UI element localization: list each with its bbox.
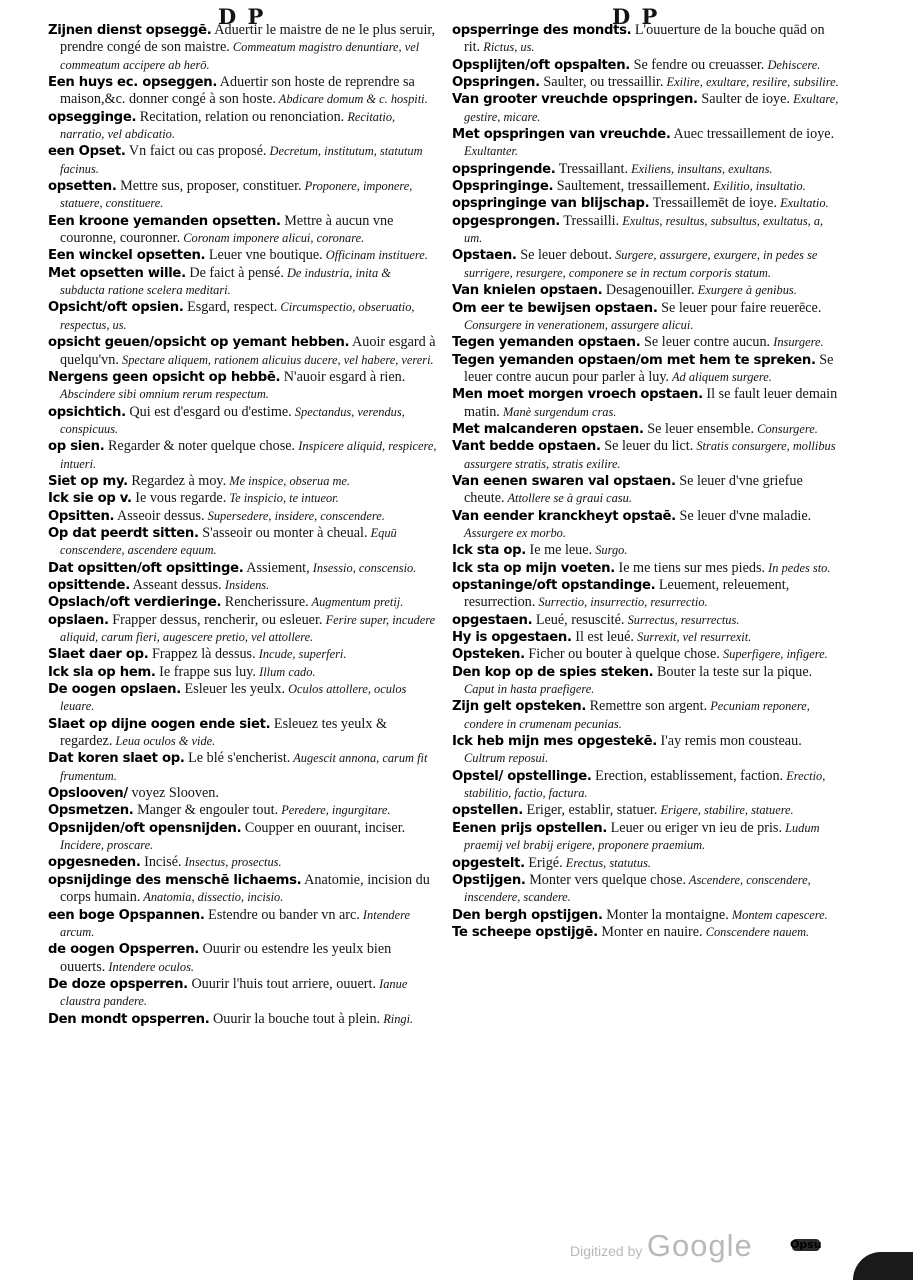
entry-latin: Exultanter. [464,144,519,159]
entry-french: Anatomie, incision du corps humain. [60,871,430,906]
dictionary-entry [48,646,438,663]
entry-headword: opsegginge. [48,109,137,125]
dictionary-entry [48,612,438,647]
dictionary-entry [48,1011,438,1028]
entry-headword: opstaninge/oft opstandinge. [452,578,656,593]
entry-latin: Surrectio, insurrectio, resurrectio. [535,595,708,610]
entry-headword: opsnijdinge des menschē lichaems. [48,872,302,888]
dictionary-entry [48,438,438,473]
entry-headword: Met opspringen van vreuchde. [452,127,671,143]
dictionary-entry [452,733,844,768]
entry-latin: Exultare, gestire, micare. [464,92,839,124]
entry-french: Esleuez tes yeulx & regardez. [60,715,387,750]
entry-latin: Exiliens, insultans, exultans. [628,161,773,176]
dictionary-entry [452,508,844,543]
running-header-left: D P [218,4,266,29]
dictionary-entry [48,941,438,976]
entry-french: I'ay remis mon cousteau. [656,733,802,750]
entry-latin: Abdicare domum & c. hospiti. [275,92,428,107]
digitized-by-text: Digitized by [570,1243,643,1259]
entry-headword: Vant bedde opstaen. [452,439,601,455]
dictionary-entry [452,57,844,74]
entry-latin: Dehiscere. [764,57,821,72]
dictionary-entry [452,646,844,663]
entry-headword: Slaet daer op. [48,647,149,663]
dictionary-entry [48,369,438,404]
entry-french: Il est leué. [571,629,634,646]
dictionary-entry [48,109,438,144]
entry-french: Auec tressaillement de ioye. [670,126,835,143]
entry-headword: De oogen opslaen. [48,682,181,698]
entry-headword: op sien. [48,439,105,455]
entry-french: Tressailli. [560,212,620,229]
entry-latin: In pedes sto. [765,560,831,575]
entry-headword: Siet op my. [48,473,128,489]
entry-headword: Ick heb mijn mes opgestekē. [452,734,657,750]
entry-headword: Opspringen. [452,75,540,91]
entry-headword: Zijnen dienst opseggē. [48,23,212,38]
entry-french: Esleuer les yeulx. [180,681,285,698]
entry-french: N'auoir esgard à rien. [280,368,406,385]
entry-french: Manger & engouler tout. [133,802,279,819]
dictionary-entry [48,750,438,785]
dictionary-entry [48,334,438,369]
entry-latin: Commeatum magistro denuntiare, vel commeatum accipere ab herō. [60,40,420,72]
entry-latin: Anatomia, dissectio, incisio. [140,890,284,905]
dictionary-entry [452,768,844,803]
dictionary-entry [48,247,438,264]
dictionary-entry [48,473,438,490]
entry-headword: Men moet morgen vroech opstaen. [452,387,703,403]
entry-latin: Surrexit, vel resurrexit. [633,630,752,645]
dictionary-entry [48,854,438,871]
dictionary-entry [48,872,438,907]
entry-french: Se leuer debout. [516,247,612,264]
dictionary-entry [48,265,438,300]
entry-latin: Decretum, institutum, statutum facinus. [60,144,423,176]
running-header-right: D P [612,4,660,29]
dictionary-entry [48,508,438,525]
dictionary-entry [48,976,438,1011]
dictionary-entry [452,855,844,872]
entry-french: Leué, resuscité. [532,611,625,628]
entry-latin: Ianue claustra pandere. [60,976,408,1009]
entry-latin: Cultrum reposui. [464,751,549,766]
entry-headword: opsittende. [48,577,130,593]
entry-latin: Equū conscendere, ascendere equum. [60,525,397,558]
dictionary-entry [452,421,844,438]
entry-latin: Ad aliquem surgere. [669,369,772,384]
entry-headword: Opstel/ opstellinge. [452,768,592,784]
entry-latin: Supersedere, insidere, conscendere. [204,508,385,523]
dictionary-entry [48,664,438,681]
entry-headword: opsetten. [48,179,117,195]
entry-headword: Opspringinge. [452,179,554,195]
entry-french: L'ouuerture de la bouche quād on rit. [464,22,825,56]
entry-headword: Een kroone yemanden opsetten. [48,213,281,229]
entry-latin: Ludum praemij vel brabij erigere, proponere praemium. [464,820,820,853]
entry-headword: Een winckel opsetten. [48,248,206,264]
entry-french: Incisé. [140,854,182,871]
entry-latin: Inspicere aliquid, respicere, intueri. [60,439,437,471]
entry-headword: opgestaen. [452,612,533,628]
entry-french: voyez Slooven. [127,785,219,802]
entry-headword: De doze opsperren. [48,976,188,992]
entry-headword: Ick sla op hem. [48,664,156,680]
entry-headword: een Opset. [48,144,126,160]
dictionary-entry [452,161,844,178]
entry-french: Monter vers quelque chose. [525,871,686,888]
entry-latin: Erectio, stabilitio, factio, factura. [464,768,826,801]
entry-headword: Van grooter vreuchde opspringen. [452,92,698,108]
entry-french: Monter en nauire. [597,923,703,940]
entry-latin: Insidens. [221,577,270,592]
dictionary-entry [452,195,844,212]
digitization-watermark [570,1228,753,1264]
entry-latin: Officinam instituere. [322,248,428,263]
entry-headword: opgesprongen. [452,213,561,229]
entry-latin: Surgere, assurgere, exurgere, in pedes se surrigere, resurgere, componere se in rectum corporis statum. [464,248,818,280]
entry-latin: Superfigere, infigere. [719,647,828,662]
entry-headword: Om eer te bewijsen opstaen. [452,300,658,316]
dictionary-entry [452,542,844,559]
entry-headword: de oogen Opsperren. [48,942,199,958]
left-column [48,22,438,1028]
entry-latin: Attollere se à graui casu. [504,491,632,506]
dictionary-entry [48,594,438,611]
entry-latin: Exurgere à genibus. [694,283,797,298]
entry-latin: Abscindere sibi omnium rerum respectum. [60,387,269,402]
entry-french: Vn faict ou cas proposé. [125,143,267,160]
dictionary-entry [48,820,438,855]
entry-latin: Coronam imponere alicui, coronare. [180,231,365,246]
entry-headword: Opsmetzen. [48,803,134,819]
dictionary-entry [452,213,844,248]
dictionary-entry [452,126,844,161]
dictionary-entry [48,907,438,942]
entry-french: Auoir esgard à quelqu'vn. [60,334,436,368]
entry-french: Mettre sus, proposer, constituer. [116,178,302,195]
entry-headword: Opsplijten/oft opspalten. [452,57,631,73]
entry-headword: Opslach/oft verdieringe. [48,595,222,611]
entry-headword: opsichtich. [48,404,126,420]
entry-french: Rencherissure. [221,594,309,611]
entry-latin: Oculos attollere, oculos leuare. [60,682,407,714]
entry-french: Estendre ou bander vn arc. [204,906,360,923]
entry-headword: Nergens geen opsicht op hebbē. [48,369,281,385]
entry-headword: Van eenen swaren val opstaen. [452,473,676,489]
entry-headword: Eenen prijs opstellen. [452,820,608,836]
entry-latin: Rictus, us. [480,40,535,55]
entry-french: Se fendre ou creuasser. [630,56,765,73]
entry-headword: Tegen yemanden opstaen/om met hem te spreken. [452,352,816,368]
entry-headword: Met malcanderen opstaen. [452,421,644,437]
dictionary-entry [48,143,438,178]
entry-headword: Een huys ec. opseggen. [48,75,218,90]
entry-french: Se leuer du lict. [600,438,694,455]
entry-french: Se leuer pour faire reuerēce. [657,299,822,316]
entry-french: Mettre à aucun vne couronne, couronner. [60,212,394,247]
entry-french: Ouurir ou estendre les yeulx bien ouuerts. [60,941,392,975]
entry-french: Ficher ou bouter à quelque chose. [524,646,720,663]
entry-headword: Zijn gelt opsteken. [452,699,587,715]
entry-headword: opgestelt. [452,855,525,871]
entry-french: Leuer ou eriger vn ieu de pris. [607,819,782,836]
entry-french: Ie frappe sus luy. [155,663,256,680]
entry-french: Esgard, respect. [183,299,278,316]
entry-french: Ie me leue. [525,542,593,559]
entry-latin: Circumspectio, obseruatio, respectus, us. [60,300,415,332]
entry-french: Ie me tiens sur mes pieds. [614,559,766,576]
entry-latin: De industria, inita & subducta ratione scelera meditari. [60,265,391,298]
entry-latin: Me inspice, obserua me. [226,473,351,488]
dictionary-entry [452,612,844,629]
dictionary-entry [48,681,438,716]
entry-french: Remettre son argent. [586,698,708,715]
entry-french: Ouurir l'huis tout arriere, ouuert. [187,975,377,992]
entry-latin: Augescit annona, carum fit frumentum. [60,751,428,783]
entry-latin: Ferire super, incudere aliquid, carum fieri, augescere pretio, vel attollere. [60,612,436,644]
entry-latin: Erectus, statutus. [562,855,651,870]
entry-headword: Opsicht/oft opsien. [48,300,184,316]
dictionary-entry [452,91,844,126]
dictionary-entry [452,577,844,612]
entry-headword: opspringende. [452,161,556,177]
dictionary-entry [48,716,438,751]
entry-headword: Ick sta op mijn voeten. [452,560,615,576]
dictionary-entry [452,178,844,195]
entry-french: Ouurir la bouche tout à plein. [209,1010,381,1027]
entry-headword: opsperringe des mondts. [452,23,632,38]
dictionary-entry [452,22,844,57]
entry-latin: Stratis consurgere, mollibus assurgere stratis, stratis exilire. [464,439,836,471]
dictionary-entry [48,22,438,74]
entry-headword: Opstaen. [452,248,517,264]
entry-latin: Proponere, imponere, statuere, constituere. [60,179,413,211]
entry-latin: Spectandus, verendus, conspicuus. [60,404,405,436]
entry-headword: opgesneden. [48,855,141,871]
dictionary-entry [452,629,844,646]
dictionary-entry [452,698,844,733]
entry-latin: Insessio, conscensio. [309,560,417,575]
entry-headword: een boge Opspannen. [48,907,205,923]
entry-french: Le blé s'encherist. [184,750,291,767]
entry-latin: Augmentum pretij. [308,595,404,610]
dictionary-entry [48,785,438,802]
entry-french: Il se fault leuer demain matin. [464,386,838,420]
entry-french: Saulter, ou tressaillir. [539,74,664,91]
dictionary-entry [452,247,844,282]
dictionary-entry [452,386,844,421]
entry-headword: Opslooven/ [48,786,128,802]
entry-french: Se leuer contre aucun. [640,334,771,351]
entry-french: Asseant dessus. [129,576,222,593]
entry-latin: Montem capescere. [728,907,828,922]
entry-french: Saultement, tressaillement. [553,178,711,195]
entry-french: Bouter la teste sur la pique. [653,663,813,680]
entry-french: Se leuer ensemble. [643,420,755,437]
entry-french: Aduertir le maistre de ne le plus seruir, prendre congé de son maistre. [60,22,436,56]
entry-french: Desagenouiller. [602,282,695,299]
dictionary-entry [452,352,844,387]
entry-headword: Opsteken. [452,647,525,663]
entry-headword: opstellen. [452,803,523,819]
entry-headword: Den mondt opsperren. [48,1011,210,1027]
entry-headword: Hy is opgestaen. [452,630,572,646]
entry-french: Regarder & noter quelque chose. [104,438,296,455]
entry-latin: Assurgere ex morbo. [464,525,566,540]
entry-headword: Met opsetten wille. [48,265,186,281]
dictionary-entry [452,438,844,473]
entry-french: Erection, establissement, faction. [591,767,784,784]
entry-headword: opslaen. [48,612,109,628]
entry-french: Qui est d'esgard ou d'estime. [125,403,292,420]
entry-headword: Opsitten. [48,508,115,524]
entry-french: Asseoir dessus. [114,507,205,524]
dictionary-entry [48,577,438,594]
entry-french: Tressaillant. [555,160,628,177]
entry-french: Regardez à moy. [127,472,227,489]
entry-french: Coupper en ouurant, inciser. [241,819,406,836]
entry-latin: Spectare aliquem, rationem alicuius ducere, vel habere, vereri. [118,352,434,367]
entry-latin: Ascendere, conscendere, inscendere, scandere. [464,872,811,905]
entry-latin: Insectus, prosectus. [181,855,282,870]
entry-latin: Consurgere in venerationem, assurgere alicui. [464,317,694,332]
entry-headword: Den bergh opstijgen. [452,907,603,923]
entry-french: De faict à pensé. [185,264,284,281]
dictionary-entry [48,525,438,560]
right-column [452,22,844,941]
entry-french: Se leuer contre aucun pour parler à luy. [464,351,834,385]
entry-french: Frapper dessus, rencherir, ou esleuer. [108,611,323,628]
entry-headword: Slaet op dijne oogen ende siet. [48,716,271,732]
entry-latin: Ringi. [380,1011,414,1026]
entry-latin: Incidere, proscare. [60,838,154,853]
dictionary-entry [48,299,438,334]
entry-headword: opsicht geuen/opsicht op yemant hebben. [48,335,350,351]
dictionary-entry [452,924,844,941]
entry-french: Aduertir son hoste de reprendre sa maison,&c. donner congé à son hoste. [60,74,415,108]
dictionary-entry [48,74,438,109]
entry-headword: Den kop op de spies steken. [452,664,654,680]
dictionary-entry [48,490,438,507]
entry-french: Saulter de ioye. [697,91,790,108]
entry-latin: Surgo. [592,543,628,558]
entry-french: Erigé. [524,854,563,871]
entry-latin: Incude, superferi. [255,647,347,662]
entry-headword: Van knielen opstaen. [452,283,603,299]
entry-french: Se leuer d'vne maladie. [675,507,812,524]
google-wordmark: Google [646,1228,753,1263]
entry-headword: Op dat peerdt sitten. [48,525,199,541]
entry-latin: Exultatio. [777,196,829,211]
entry-french: Recitation, relation ou renonciation. [136,108,345,125]
entry-latin: Insurgere. [770,335,824,350]
dictionary-entry [452,74,844,91]
entry-french: Frappez là dessus. [148,646,256,663]
entry-latin: Te inspicio, te intueor. [226,491,339,506]
entry-headword: Ick sie op v. [48,491,132,507]
entry-latin: Consurgere. [754,421,818,436]
entry-latin: Conscendere nauem. [702,924,810,939]
dictionary-entry [452,560,844,577]
entry-headword: Opstijgen. [452,872,526,888]
entry-french: Assiement, [243,559,310,576]
entry-latin: Recitatio, narratio, vel abdicatio. [60,109,396,142]
entry-french: Ie vous regarde. [131,490,227,507]
entry-french: Se leuer d'vne griefue cheute. [464,472,803,507]
entry-headword: Opsnijden/oft opensnijden. [48,820,242,836]
dictionary-entry [48,213,438,248]
entry-french: Monter la montaigne. [602,906,729,923]
dictionary-entry [452,473,844,508]
entry-headword: opspringinge van blijschap. [452,196,650,212]
catchword: Opsu [790,1238,822,1251]
entry-latin: Surrectus, resurrectus. [624,612,740,627]
entry-headword: Dat opsitten/oft opsittinge. [48,560,244,576]
entry-french: Leuer vne boutique. [205,247,323,264]
dictionary-entry [452,282,844,299]
entry-headword: Te scheepe opstijgē. [452,924,598,940]
entry-french: Leuement, releuement, resurrection. [464,577,790,611]
entry-latin: Pecuniam reponere, condere in crumenam pecunias. [464,699,810,731]
page-corner-shadow [853,1252,913,1280]
dictionary-entry [452,334,844,351]
entry-latin: Intendere oculos. [105,959,194,974]
dictionary-entry [48,178,438,213]
entry-headword: Ick sta op. [452,543,526,559]
dictionary-entry [48,802,438,819]
dictionary-entry [452,300,844,335]
entry-latin: Caput in hasta praefigere. [464,682,595,697]
dictionary-entry [452,802,844,819]
entry-latin: Exilire, exultare, resilire, subsilire. [663,75,839,90]
entry-french: Eriger, establir, statuer. [522,802,658,819]
dictionary-entry [452,872,844,907]
entry-french: Tressaillemēt de ioye. [649,195,777,212]
entry-latin: Illum cado. [255,664,316,679]
entry-headword: Tegen yemanden opstaen. [452,335,641,351]
entry-latin: Erigere, stabilire, statuere. [657,803,794,818]
entry-headword: Van eender kranckheyt opstaē. [452,508,676,524]
dictionary-entry [452,820,844,855]
entry-latin: Leua oculos & vide. [112,734,216,749]
dictionary-entry [452,664,844,699]
entry-latin: Intendere arcum. [60,907,410,939]
dictionary-entry [452,907,844,924]
entry-latin: Peredere, ingurgitare. [278,803,391,818]
entry-latin: Exultus, resultus, subsultus, exultatus, a, um. [464,213,824,246]
entry-latin: Manè surgendum cras. [499,404,617,419]
entry-headword: Dat koren slaet op. [48,751,185,767]
dictionary-entry [48,404,438,439]
entry-french: S'asseoir ou monter à cheual. [198,524,368,541]
dictionary-entry [48,560,438,577]
entry-latin: Exilitio, insultatio. [710,179,806,194]
